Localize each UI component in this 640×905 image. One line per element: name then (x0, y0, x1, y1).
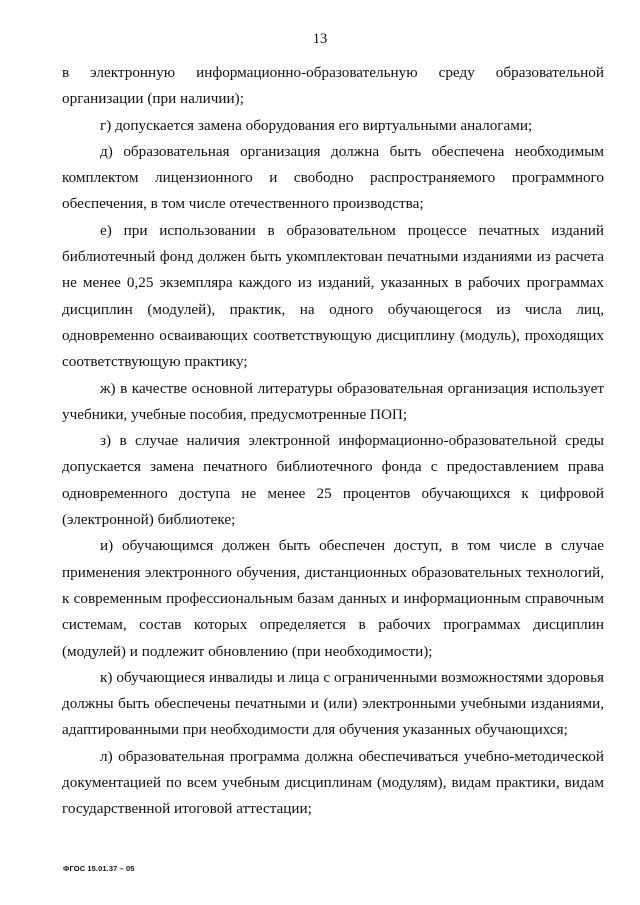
paragraph-g: г) допускается замена оборудования его виртуальными аналогами; (100, 116, 533, 134)
document-body (62, 60, 604, 823)
paragraph-d: д) образовательная организация должна быть обеспечена необходимым комплектом лицензионного и свободно распространяемого программного обеспечения, в том числе отечественного производства; (62, 142, 604, 213)
document-code-footer: ФГОС 15.01.37 – 05 (63, 864, 135, 873)
paragraph-zh: ж) в качестве основной литературы образовательная организация использует учебники, учебные пособия, предусмотренные ПОП; (62, 379, 604, 423)
paragraph-k: к) обучающиеся инвалиды и лица с ограниченными возможностями здоровья должны быть обеспечены печатными и (или) электронными учебными изданиями, адаптированными при необходимости для обучения указанных обучающихся; (62, 668, 604, 739)
paragraph-z: з) в случае наличия электронной информационно-образовательной среды допускается замена печатного библиотечного фонда с предоставлением права одновременного доступа не менее 25 процентов обучающихся к цифровой (электронной) библиотеке; (62, 432, 604, 529)
page-number: 13 (312, 31, 328, 47)
paragraph-l: л) образовательная программа должна обеспечиваться учебно-методической документацией по всем учебным дисциплинам (модулям), видам практики, видам государственной итоговой аттестации; (62, 747, 604, 818)
paragraph-intro: в электронную информационно-образовательную среду образовательной организации (при наличии); (62, 64, 604, 108)
paragraph-i: и) обучающимся должен быть обеспечен доступ, в том числе в случае применения электронного обучения, дистанционных образовательных технологий, к современным профессиональным базам данных и информационным справочным системам, состав которых определяется в рабочих программах дисциплин (модулей) и подлежит обновлению (при необходимости); (62, 537, 604, 660)
paragraph-e: е) при использовании в образовательном процессе печатных изданий библиотечный фонд должен быть укомплектован печатными изданиями из расчета не менее 0,25 экземпляра каждого из изданий, указанных в рабочих программах дисциплин (модулей), практик, на одного обучающегося из числа лиц, одновременно осваивающих соответствующую дисциплину (модуль), проходящих соответствующую практику; (62, 221, 604, 371)
